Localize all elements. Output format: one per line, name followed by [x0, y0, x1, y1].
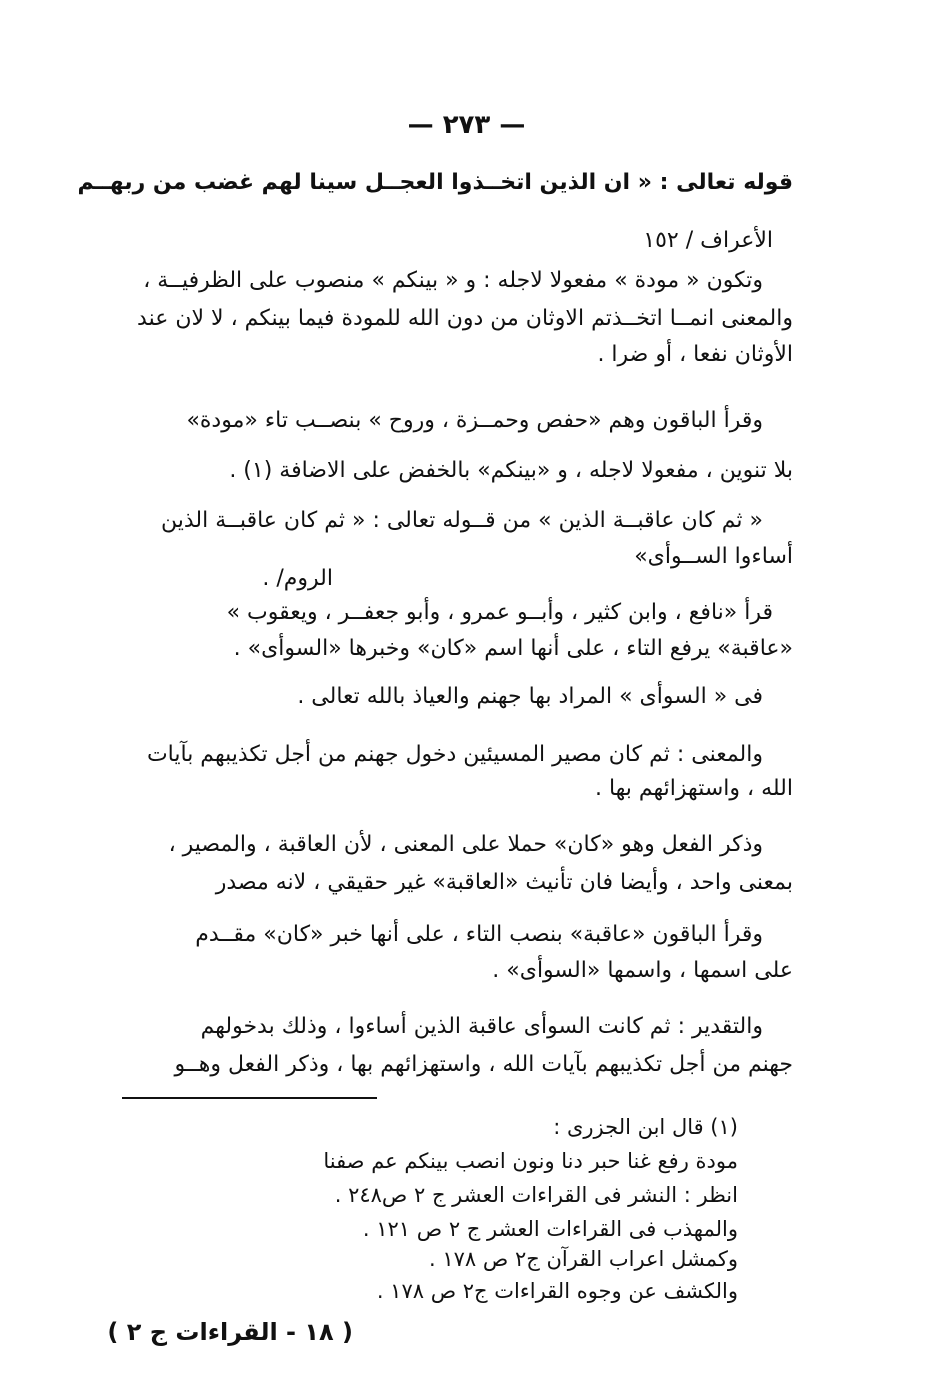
footnote-line: (١) قال ابن الجزرى :: [553, 1115, 738, 1139]
footnote-line: وكمشل اعراب القرآن ج٢ ص ١٧٨ .: [429, 1247, 738, 1271]
footnote-line: والكشف عن وجوه القراءات ج٢ ص ١٧٨ .: [376, 1279, 738, 1303]
body-line: فى « السوأى » المراد بها جهنم والعياذ بالله تعالى .: [297, 684, 763, 709]
body-line: جهنم من أجل تكذيبهم بآيات الله ، واستهزائهم بها ، وذكر الفعل وهــو: [174, 1052, 793, 1077]
body-line: قوله تعالى : « ان الذين اتخــذوا العجــل سينا لهم غضب من ربهــم: [77, 170, 793, 195]
body-line: « ثم كان عاقبــة الذين » من قــوله تعالى : « ثم كان عاقبــة الذين: [161, 508, 763, 533]
footnote-separator: [122, 1097, 377, 1099]
body-line: على اسمها ، واسمها «السوأى» .: [492, 958, 793, 983]
body-line: وقرأ الباقون «عاقبة» بنصب التاء ، على أنها خبر «كان» مقــدم: [195, 922, 763, 947]
body-line: بمعنى واحد ، وأيضا فان تأنيث «العاقبة» غير حقيقي ، لانه مصدر: [215, 870, 793, 895]
body-line: وقرأ الباقون وهم «حفص وحمــزة ، وروح » بنصــب تاء «مودة»: [186, 408, 763, 433]
footnote-line: والمهذب فى القراءات العشر ج ٢ ص ١٢١ .: [362, 1217, 738, 1241]
body-line: «عاقبة» يرفع التاء ، على أنها اسم «كان» وخبرها «السوأى» .: [233, 636, 793, 661]
body-line: بلا تنوين ، مفعولا لاجله ، و «بينكم» بالخفض على الاضافة (١) .: [229, 458, 793, 483]
body-line: وذكر الفعل وهو «كان» حملا على المعنى ، لأن العاقبة ، والمصير ،: [168, 832, 763, 857]
body-line: أساءوا الســوأى»: [634, 544, 793, 569]
body-line: والمعنى : ثم كان مصير المسيئين دخول جهنم من أجل تكذيبهم بآيات: [146, 742, 763, 767]
footnote-line: مودة رفع غنا حبر دنا ونون انصب بينكم عم صفنا: [323, 1149, 738, 1173]
body-line: الروم/ .: [262, 566, 333, 591]
body-line: الأعراف / ١٥٢: [643, 228, 773, 253]
signature-mark: ( ١٨ - القراءات ج ٢ ): [107, 1318, 353, 1346]
body-line: قرأ «نافع ، وابن كثير ، وأبــو عمرو ، وأبو جعفــر ، ويعقوب »: [226, 600, 773, 625]
body-line: والمعنى انمــا اتخــذتم الاوثان من دون الله للمودة فيما بينكم ، لا لان عند: [137, 306, 793, 331]
body-line: الأوثان نفعا ، أو ضرا .: [597, 342, 793, 367]
body-line: والتقدير : ثم كانت السوأى عاقبة الذين أساءوا ، وذلك بدخولهم: [200, 1014, 763, 1039]
page-number: — ٢٧٣ —: [407, 110, 526, 140]
footnote-line: انظر : النشر فى القراءات العشر ج ٢ ص٢٤٨ .: [334, 1183, 738, 1207]
body-line: الله ، واستهزائهم بها .: [594, 776, 793, 801]
body-line: وتكون « مودة » مفعولا لاجله : و « بينكم » منصوب على الظرفيــة ،: [143, 268, 763, 293]
